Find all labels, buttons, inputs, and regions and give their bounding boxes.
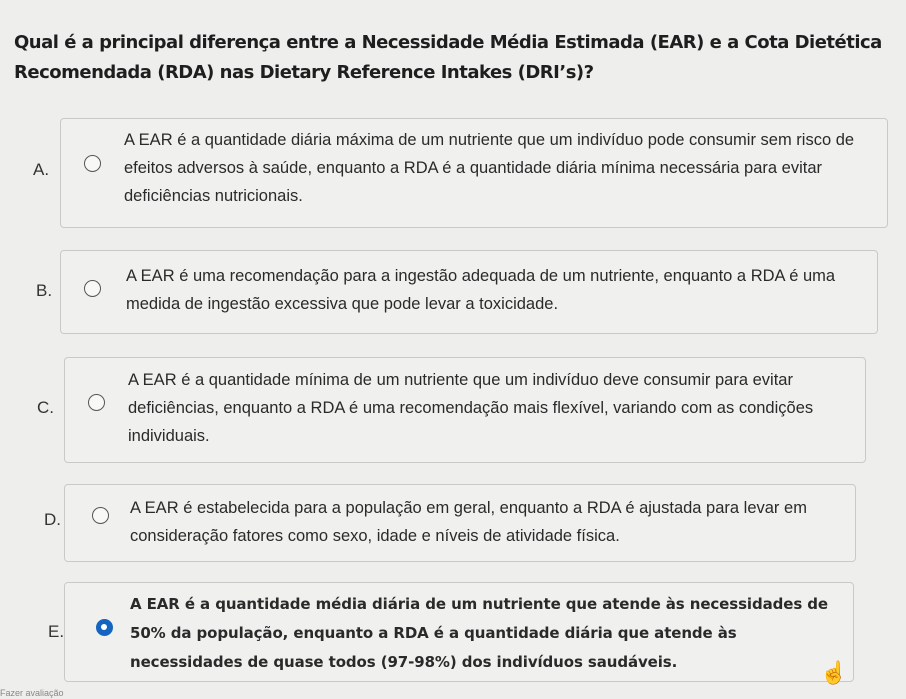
option-text-c: A EAR é a quantidade mínima de um nutriente que um indivíduo deve consumir para evitar deficiências, enquanto a RDA é uma recomendação mais flexível, variando com as condições individuais. — [128, 371, 814, 445]
option-radio-e[interactable] — [96, 619, 113, 636]
hand-cursor-icon: ☝ — [820, 660, 848, 685]
option-text-b: A EAR é uma recomendação para a ingestão adequada de um nutriente, enquanto a RDA é uma medida de ingestão excessiva que pode levar a toxicidade. — [126, 267, 836, 313]
option-letter-d: D. — [44, 510, 61, 529]
option-radio-c[interactable] — [88, 394, 105, 411]
option-radio-b[interactable] — [84, 280, 101, 297]
option-letter-c: C. — [37, 398, 54, 417]
option-text-a: A EAR é a quantidade diária máxima de um nutriente que um indivíduo pode consumir sem risco de efeitos adversos à saúde, enquanto a RDA é a quantidade diária mínima necessária para evitar deficiências nutricionais. — [124, 131, 855, 205]
option-letter-e: E. — [48, 622, 65, 641]
option-letter-b: B. — [36, 281, 53, 300]
option-radio-a[interactable] — [84, 155, 101, 172]
question-text: Qual é a principal diferença entre a Necessidade Média Estimada (EAR) e a Cota Dietética Recomendada (RDA) nas Dietary Reference Intakes (DRI’s)? — [14, 32, 882, 83]
option-letter-a: A. — [33, 160, 50, 179]
option-radio-d[interactable] — [92, 507, 109, 524]
option-text-e: A EAR é a quantidade média diária de um nutriente que atende às necessidades de 50% da população, enquanto a RDA é a quantidade diária que atende às necessidades de quase todos (97-98%) dos indivíduos saudáveis. — [130, 595, 828, 671]
footer-text: Fazer avaliação — [0, 688, 64, 698]
option-text-d: A EAR é estabelecida para a população em geral, enquanto a RDA é ajustada para levar em consideração fatores como sexo, idade e níveis de atividade física. — [130, 499, 807, 545]
